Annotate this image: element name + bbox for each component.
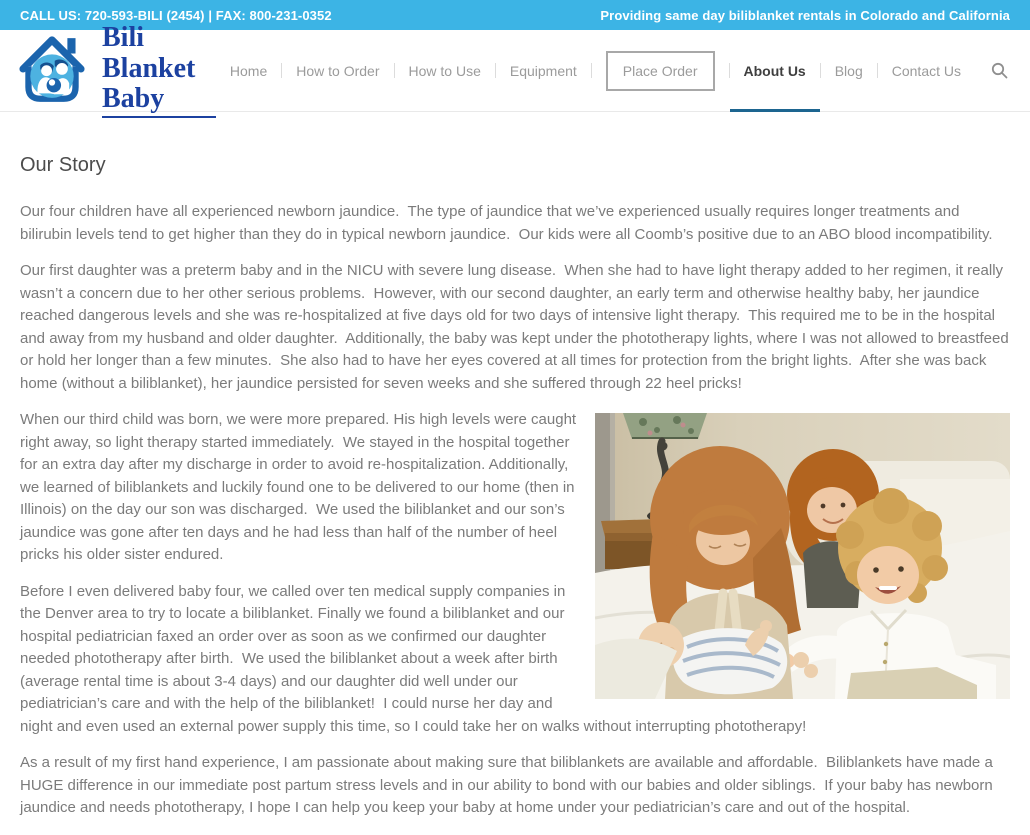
nav-item-place-order[interactable]: Place Order: [606, 51, 715, 91]
four-children-on-bed-photo: [595, 413, 1010, 699]
nav-item-how-to-order[interactable]: How to Order: [282, 30, 393, 112]
brand-logo[interactable]: [14, 23, 216, 118]
call-fax-text: CALL US: 720-593-BILI (2454) | FAX: 800-231-0352: [20, 8, 332, 23]
story-paragraph-1: Our four children have all experienced newborn jaundice. The type of jaundice that we’ve experienced usually requires longer treatments and bilirubin levels tend to get higher than they do in typical newborn jaundice. Our kids were all Coomb’s positive due to an ABO blood incompatibility.: [20, 201, 1010, 246]
house-family-logo-icon: [14, 31, 90, 110]
main-content: [0, 112, 1030, 835]
story-paragraph-2: Our first daughter was a preterm baby and in the NICU with severe lung disease. When she had to have light therapy added to her regimen, it really wasn’t a concern due to her other serious problems. However, with our second daughter, an early term and otherwise healthy baby, her jaundice reached dangerous levels and she was re-hospitalized at five days old for two days of intensive light therapy. This required me to be in the hospital and away from my husband and older daughter. Additionally, the baby was kept under the phototherapy lights, where I was not allowed to breastfeed or hold her longer than a few minutes. She also had to have her eyes covered at all times for protection from the bright lights. After she was back home (without a biliblanket), her jaundice persisted for seven weeks and she suffered through 22 heel pricks!: [20, 260, 1010, 395]
nav-item-how-to-use[interactable]: How to Use: [395, 30, 495, 112]
nav-item-blog[interactable]: Blog: [821, 30, 877, 112]
tagline-text: Providing same day biliblanket rentals in Colorado and California: [600, 8, 1010, 23]
nav-item-home[interactable]: Home: [216, 30, 281, 112]
site-header: [0, 30, 1030, 112]
nav-separator: [591, 63, 592, 78]
nav-item-about-us[interactable]: About Us: [730, 30, 820, 112]
page-title: Our Story: [20, 154, 1010, 177]
nav-item-equipment[interactable]: Equipment: [496, 30, 591, 112]
nav-item-contact-us[interactable]: Contact Us: [878, 30, 975, 112]
story-paragraph-3: When our third child was born, we were more prepared. His high levels were caught right away, so light therapy started immediately. We stayed in the hospital together for an extra day after my discharge in order to avoid re-hospitalization. Additionally, we learned of biliblankets and luckily found one to be delivered to our home (then in Illinois) on the day our son was discharged. We used the biliblanket and our son’s jaundice was gone after ten days and he had less than half of the number of heel pricks his older sister endured.: [20, 409, 1010, 567]
brand-name[interactable]: Bili Blanket Baby: [102, 23, 216, 118]
story-paragraph-4: Before I even delivered baby four, we called over ten medical supply companies in the Denver area to try to locate a biliblanket. Finally we found a biliblanket and our hospital pediatrician faxed an order over as soon as we confirmed our daughter needed phototherapy after birth. We used the biliblanket about a week after birth (average rental time is about 3-4 days) and our daughter did well under our pediatrician’s care and with the help of the biliblanket! I could nurse her day and night and even used an external power supply this time, so I could take her on walks without interrupting phototherapy!: [20, 581, 1010, 739]
main-navigation: [216, 30, 1014, 112]
search-icon[interactable]: [985, 62, 1014, 79]
story-paragraph-5: As a result of my first hand experience, I am passionate about making sure that biliblankets are available and affordable. Biliblankets have made a HUGE difference in our immediate post partum stress levels and in our ability to bond with our babies and older siblings. If your baby has newborn jaundice and needs phototherapy, I hope I can help you keep your baby at home under your pediatrician’s care and out of the hospital.: [20, 752, 1010, 820]
